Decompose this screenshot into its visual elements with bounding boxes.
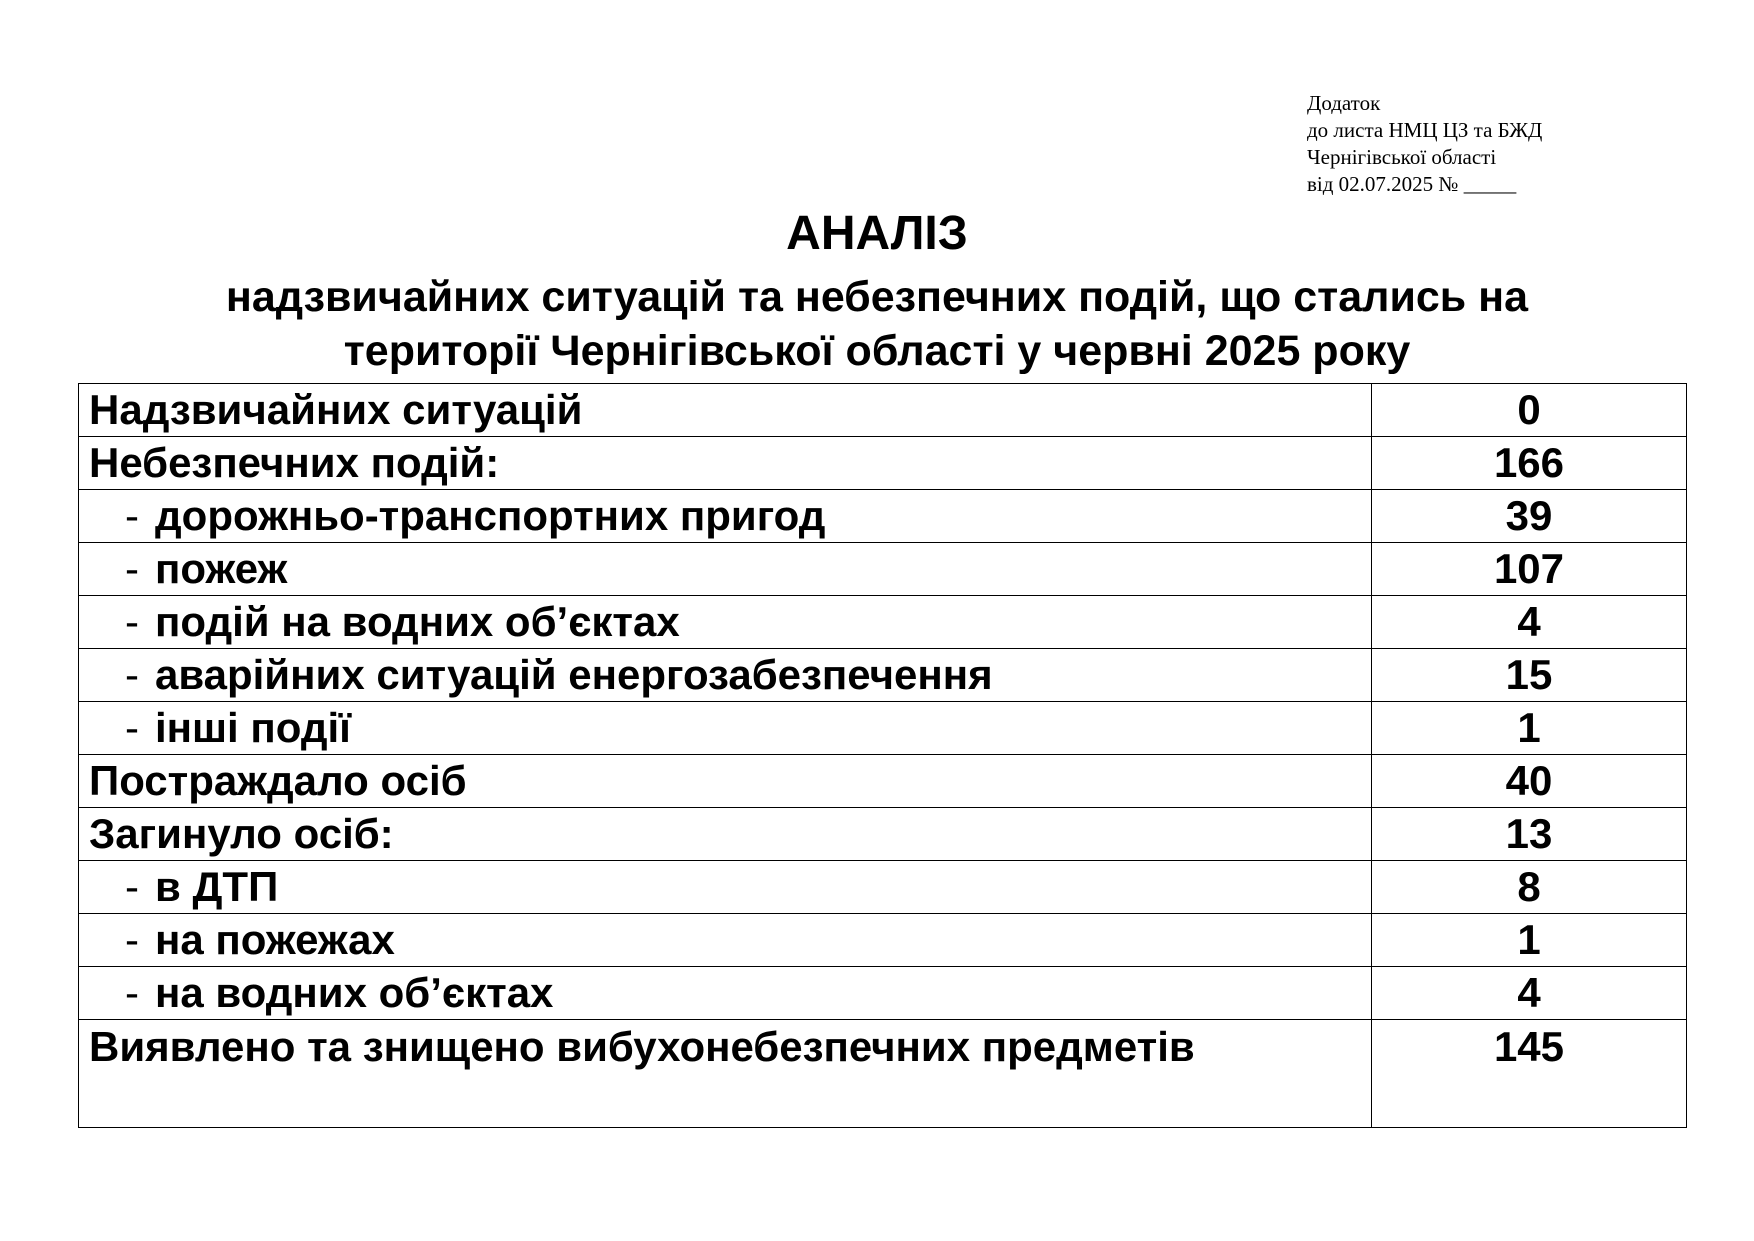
statistics-table xyxy=(78,383,1687,1128)
annex-line-3: Чернігівської області xyxy=(1307,145,1497,169)
row-value-deaths: 13 xyxy=(1372,808,1687,861)
row-label-fires xyxy=(79,543,1372,596)
row-label-fires-text: пожеж xyxy=(155,545,288,592)
row-label-road-accidents xyxy=(79,490,1372,543)
row-value-explosives: 145 xyxy=(1372,1020,1687,1128)
row-label-deaths-water-text: на водних об’єктах xyxy=(155,969,554,1016)
table-row xyxy=(79,649,1687,702)
table-row xyxy=(79,967,1687,1020)
row-value-deaths-water: 4 xyxy=(1372,967,1687,1020)
row-value-fires: 107 xyxy=(1372,543,1687,596)
row-value-power-emergencies: 15 xyxy=(1372,649,1687,702)
list-dash: - xyxy=(125,545,139,592)
annex-line-4: від 02.07.2025 № _____ xyxy=(1307,172,1517,196)
row-value-emergencies: 0 xyxy=(1372,384,1687,437)
row-label-other-events xyxy=(79,702,1372,755)
row-value-deaths-road: 8 xyxy=(1372,861,1687,914)
row-value-dangerous-events: 166 xyxy=(1372,437,1687,490)
row-label-dangerous-events: Небезпечних подій: xyxy=(79,437,1372,490)
row-label-water-events-text: подій на водних об’єктах xyxy=(155,598,680,645)
row-label-deaths: Загинуло осіб: xyxy=(79,808,1372,861)
list-dash: - xyxy=(125,492,139,539)
list-dash: - xyxy=(125,863,139,910)
row-label-power-emergencies xyxy=(79,649,1372,702)
row-label-explosives: Виявлено та знищено вибухонебезпечних предметів xyxy=(79,1020,1372,1128)
document-subtitle-line-1: надзвичайних ситуацій та небезпечних подій, що сталиcь на xyxy=(225,273,1529,321)
annex-line-2: до листа НМЦ ЦЗ та БЖД xyxy=(1307,118,1543,142)
row-label-deaths-water xyxy=(79,967,1372,1020)
table-row xyxy=(79,384,1687,437)
annex-block xyxy=(1307,90,1542,198)
list-dash: - xyxy=(125,598,139,645)
row-label-deaths-road-text: в ДТП xyxy=(155,863,279,910)
list-dash: - xyxy=(125,651,139,698)
table-row xyxy=(79,490,1687,543)
table-row xyxy=(79,702,1687,755)
row-label-water-events xyxy=(79,596,1372,649)
row-label-injured: Постраждало осіб xyxy=(79,755,1372,808)
table-row xyxy=(79,543,1687,596)
row-label-deaths-fires-text: на пожежах xyxy=(155,916,395,963)
row-label-road-accidents-text: дорожньо-транспортних пригод xyxy=(155,492,826,539)
row-label-deaths-fires xyxy=(79,914,1372,967)
table-row xyxy=(79,914,1687,967)
table-row xyxy=(79,755,1687,808)
document-subtitle-line-2: території Чернігівської області у червні 2025 року xyxy=(343,327,1411,375)
list-dash: - xyxy=(125,916,139,963)
row-label-power-emergencies-text: аварійних ситуацій енергозабезпечення xyxy=(155,651,993,698)
list-dash: - xyxy=(125,704,139,751)
row-value-road-accidents: 39 xyxy=(1372,490,1687,543)
row-label-emergencies: Надзвичайних ситуацій xyxy=(79,384,1372,437)
row-value-injured: 40 xyxy=(1372,755,1687,808)
table-row xyxy=(79,596,1687,649)
row-value-deaths-fires: 1 xyxy=(1372,914,1687,967)
row-label-other-events-text: інші події xyxy=(155,704,351,751)
table-row xyxy=(79,808,1687,861)
table-row xyxy=(79,861,1687,914)
row-value-other-events: 1 xyxy=(1372,702,1687,755)
document-title: АНАЛІЗ xyxy=(786,207,968,260)
table-row xyxy=(79,437,1687,490)
table-row xyxy=(79,1020,1687,1128)
list-dash: - xyxy=(125,969,139,1016)
annex-line-1: Додаток xyxy=(1307,91,1381,115)
row-value-water-events: 4 xyxy=(1372,596,1687,649)
row-label-deaths-road xyxy=(79,861,1372,914)
